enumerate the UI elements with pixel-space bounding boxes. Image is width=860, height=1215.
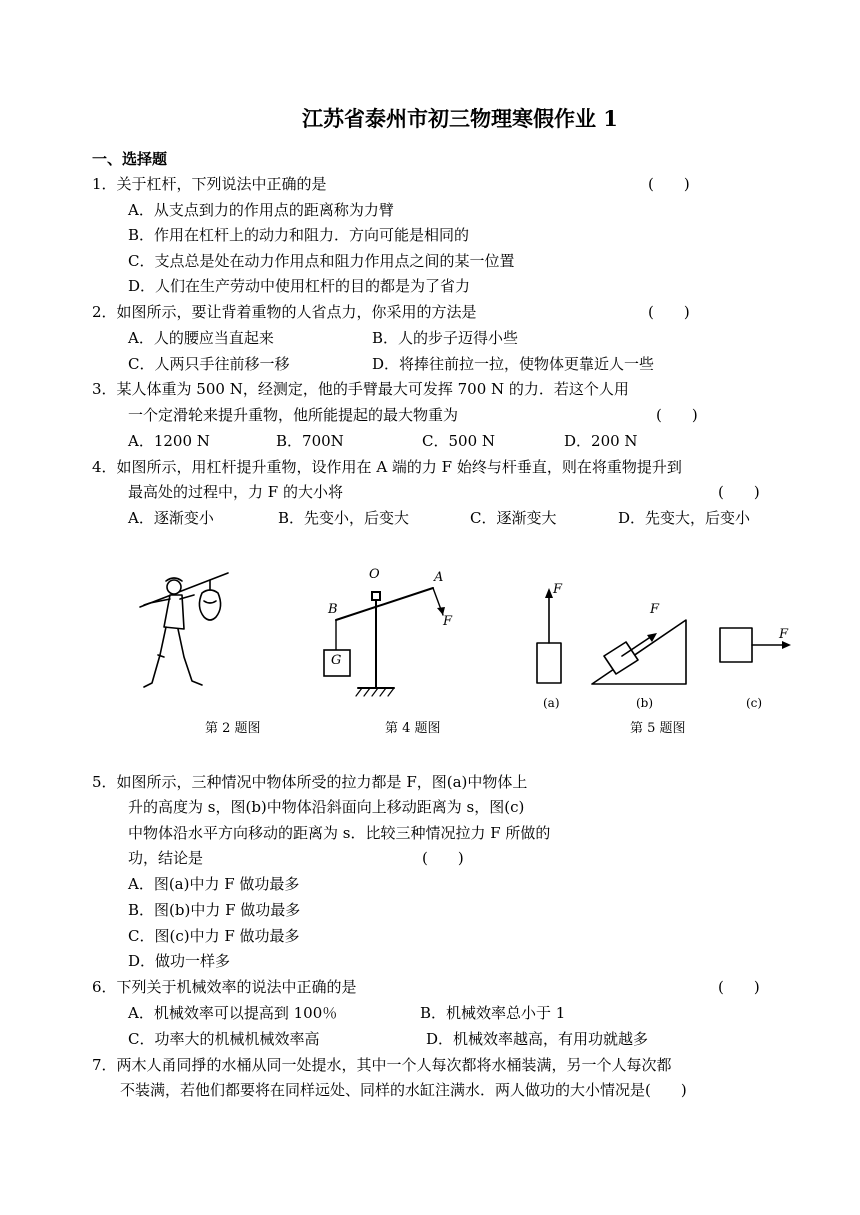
figure-4-caption: 第 4 题图	[385, 721, 441, 736]
fig4-label-g: G	[331, 653, 342, 668]
q1-option-c: C．支点总是处在动力作用点和阻力作用点之间的某一位置	[128, 252, 515, 270]
question-5-stem-line3: 中物体沿水平方向移动的距离为 s．比较三种情况拉力 F 所做的	[128, 824, 551, 842]
q2-option-a: A．人的腰应当直起来	[128, 329, 274, 347]
q1-option-a: A．从支点到力的作用点的距离称为力臂	[128, 201, 394, 219]
answer-paren: ( )	[718, 978, 760, 996]
q6-option-b: B．机械效率总小于 1	[420, 1004, 566, 1022]
q2-option-d: D．将捧往前拉一拉，使物体更靠近人一些	[372, 355, 655, 373]
answer-paren: ( )	[656, 406, 698, 424]
page-title: 江苏省泰州市初三物理寒假作业 1	[302, 106, 618, 131]
fig5-label-f-b: F	[650, 602, 660, 617]
fig4-label-a: A	[434, 570, 444, 585]
question-5-stem-line1: 5．如图所示，三种情况中物体所受的拉力都是 F，图(a)中物体上	[92, 773, 528, 791]
q1-option-b: B．作用在杠杆上的动力和阻力．方向可能是相同的	[128, 226, 470, 244]
q6-option-c: C．功率大的机械机械效率高	[128, 1030, 320, 1048]
q5-option-b: B．图(b)中力 F 做功最多	[128, 901, 301, 919]
q5-option-c: C．图(c)中力 F 做功最多	[128, 927, 300, 945]
q3-option-c: C．500 N	[422, 432, 496, 450]
question-6-stem: 6．下列关于机械效率的说法中正确的是	[92, 978, 357, 996]
fig5-label-c: (c)	[746, 696, 763, 710]
q3-option-b: B．700N	[276, 432, 344, 450]
figure-5-force-cases	[520, 578, 800, 708]
question-3-stem-line1: 3．某人体重为 500 N，经测定，他的手臂最大可发挥 700 N 的力．若这个人用	[92, 380, 629, 398]
q3-option-a: A．1200 N	[128, 432, 210, 450]
question-2-stem: 2．如图所示，要让背着重物的人省点力，你采用的方法是	[92, 303, 477, 321]
fig4-label-o: O	[369, 567, 380, 582]
question-5-stem-line4: 功，结论是	[128, 849, 204, 867]
fig4-label-f: F	[443, 614, 453, 629]
figure-2-man-carrying-load	[130, 565, 240, 695]
question-7-stem-line2: 不装满，若他们都要将在同样远处、同样的水缸注满水．两人做功的大小情况是( )	[120, 1081, 687, 1099]
answer-paren: ( )	[648, 303, 690, 321]
question-7-stem-line1: 7．两木人甬同掙的水桶从同一处提水，其中一个人每次都将水桶装满，另一个人每次都	[92, 1056, 672, 1074]
figure-4-lever	[318, 567, 468, 705]
question-5-stem-line2: 升的高度为 s，图(b)中物体沿斜面向上移动距离为 s，图(c)	[128, 798, 525, 816]
q4-option-b: B．先变小，后变大	[278, 509, 410, 527]
question-3-stem-line2: 一个定滑轮来提升重物，他所能提起的最大物重为	[128, 406, 459, 424]
q1-option-d: D．人们在生产劳动中使用杠杆的目的都是为了省力	[128, 277, 471, 295]
question-4-stem-line1: 4．如图所示，用杠杆提升重物，设作用在 A 端的力 F 始终与杆垂直，则在将重物提升到	[92, 458, 682, 476]
fig5-label-a: (a)	[543, 696, 560, 710]
answer-paren: ( )	[648, 175, 690, 193]
fig4-label-b: B	[328, 602, 338, 617]
q2-option-b: B．人的步子迈得小些	[372, 329, 519, 347]
answer-paren: ( )	[422, 849, 464, 867]
q5-option-d: D．做功一样多	[128, 952, 231, 970]
fig5-label-b: (b)	[636, 696, 654, 710]
q3-option-d: D．200 N	[564, 432, 638, 450]
q4-option-d: D．先变大，后变小	[618, 509, 751, 527]
q4-option-a: A．逐渐变小	[128, 509, 214, 527]
question-4-stem-line2: 最高处的过程中，力 F 的大小将	[128, 483, 343, 501]
fig5-label-f-c: F	[779, 627, 789, 642]
q4-option-c: C．逐渐变大	[470, 509, 557, 527]
question-1-stem: 1．关于杠杆，下列说法中正确的是	[92, 175, 327, 193]
q6-option-a: A．机械效率可以提高到 100％	[128, 1004, 338, 1022]
q2-option-c: C．人两只手往前移一移	[128, 355, 290, 373]
q5-option-a: A．图(a)中力 F 做功最多	[128, 875, 300, 893]
section-heading: 一、选择题	[92, 150, 168, 168]
figure-2-caption: 第 2 题图	[205, 721, 261, 736]
answer-paren: ( )	[718, 483, 760, 501]
figure-5-caption: 第 5 题图	[630, 721, 686, 736]
q6-option-d: D．机械效率越高，有用功就越多	[426, 1030, 649, 1048]
fig5-label-f-a: F	[553, 582, 563, 597]
